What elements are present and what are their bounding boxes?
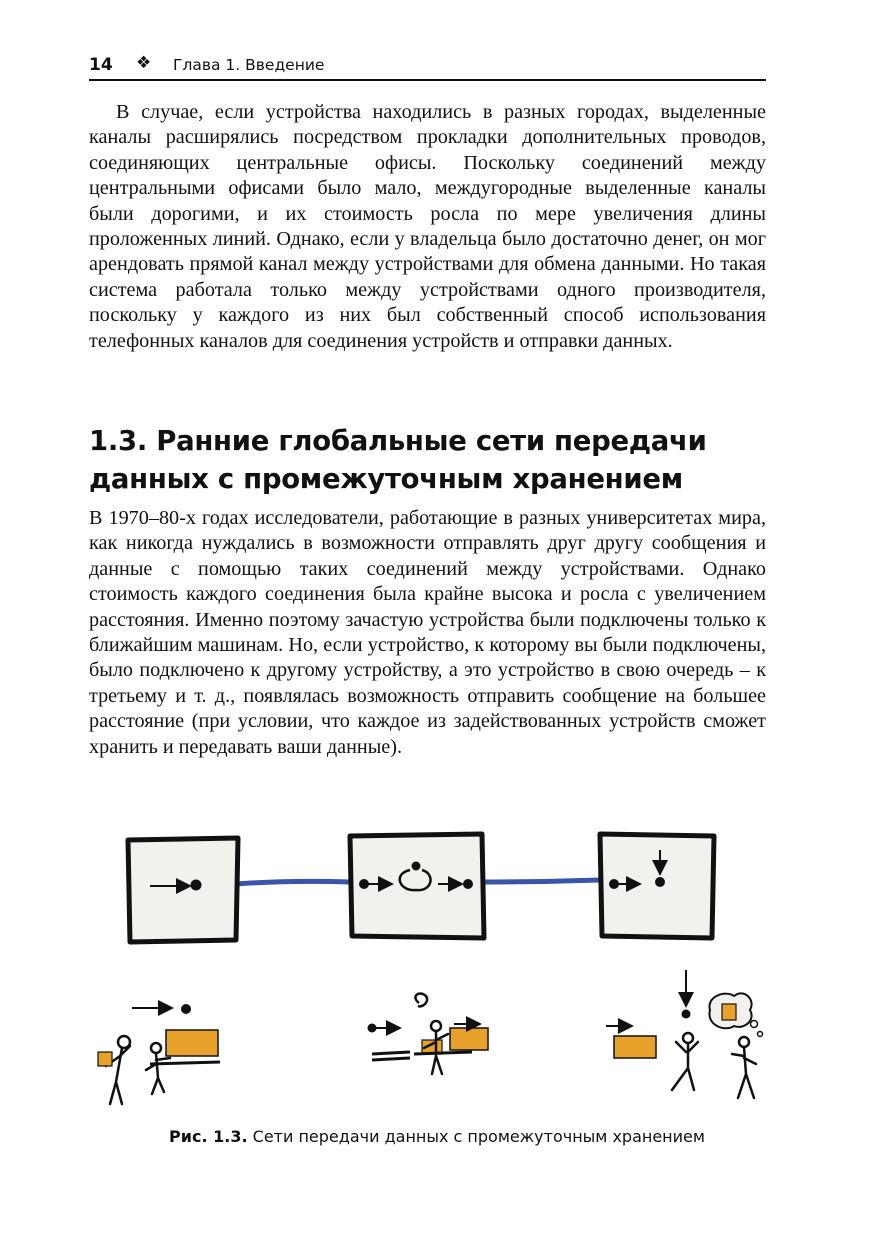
paragraph-leased-lines: В случае, если устройства находились в разных городах, выделенные каналы расширялись посредством прокладки дополнительных проводов, соединяющих центральные офисы. Поскольку соединений между центральными офисами было мало, междугородные выделенные каналы были дорогими, и их стоимость росла по мере увеличения длины проложенных линий. Однако, если у владельца было достаточно денег, он мог арендовать прямой канал между устройствами для обмена данными. Но такая система работала только между устройствами одного производителя, поскольку у каждого из них был собственный способ использования телефонных каналов для соединения устройств и отправки данных. <box>89 101 766 352</box>
figure-caption-label: Рис. 1.3. <box>169 1127 248 1146</box>
section-heading <box>89 422 766 498</box>
paragraph-store-and-forward: В 1970–80-х годах исследователи, работающие в разных университетах мира, как никогда нуждались в возможности отправлять друг другу сообщения и данные с помощью таких соединений между устройствами. Однако стоимость каждого соединения была крайне высока и росла с увеличением расстояния. Именно поэтому зачастую устройства были подключены только к ближайшим машинам. Но, если устройство, к которому вы были подключены, было подключено к другому устройству, а это устройство в свою очередь – к третьему и т. д., появлялась возможность отправить сообщение на большее расстояние (при условии, что каждое из задействованных устройств сможет хранить и передавать ваши данные). <box>89 507 766 758</box>
network-link <box>236 881 350 884</box>
scene-receiving <box>606 970 763 1098</box>
figure-caption-text: Сети передачи данных с промежуточным хранением <box>252 1127 705 1146</box>
scene-sending <box>98 1004 220 1104</box>
running-head <box>89 52 766 80</box>
section-heading-line-1: 1.3. Ранние глобальные сети передачи <box>89 425 707 457</box>
section-heading-line-2: данных с промежуточным хранением <box>89 463 683 495</box>
ornament-icon: ❖ <box>136 53 152 73</box>
computer-device <box>614 1036 656 1058</box>
scene-relaying <box>368 994 489 1074</box>
network-link <box>482 880 600 882</box>
store-and-forward-figure <box>80 820 800 1120</box>
network-node-receiver <box>600 834 714 938</box>
figure-caption <box>0 1127 874 1146</box>
data-package <box>722 1004 736 1020</box>
page-number: 14 <box>89 55 113 75</box>
header-rule <box>89 79 766 81</box>
data-package <box>98 1052 112 1066</box>
computer-device <box>450 1028 488 1050</box>
chapter-title: Глава 1. Введение <box>173 56 325 74</box>
computer-device <box>166 1030 218 1056</box>
network-node-sender <box>128 838 238 942</box>
network-node-relay <box>350 834 484 938</box>
